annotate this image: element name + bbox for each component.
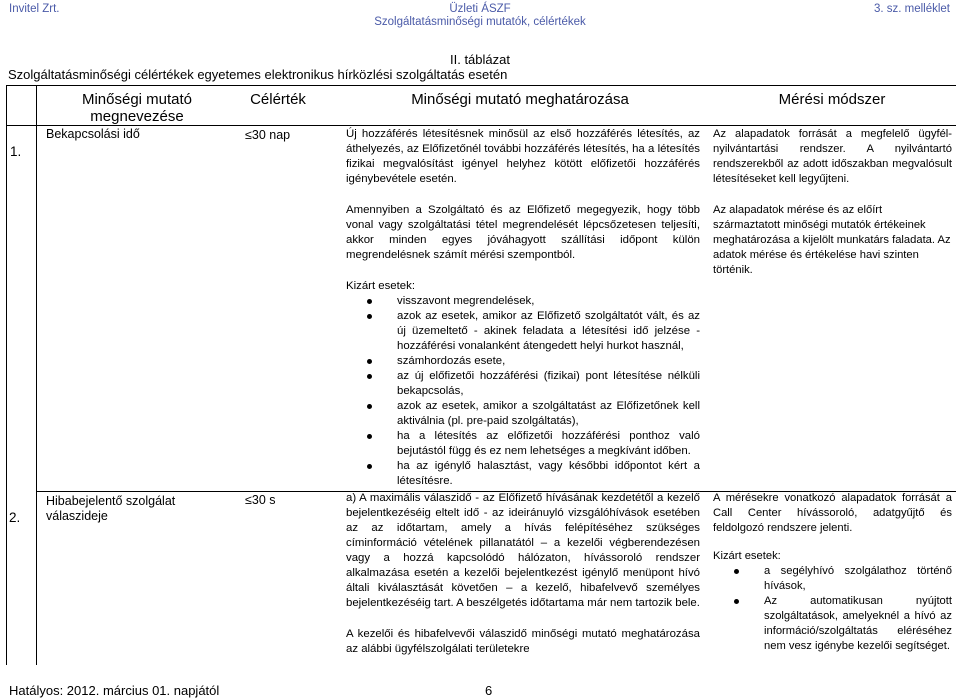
table-title: II. táblázat (450, 52, 510, 67)
header-company: Invitel Zrt. (9, 3, 60, 15)
row2-target (245, 493, 276, 507)
list-item: visszavont megrendelések, (346, 294, 700, 309)
header-annex: 3. sz. melléklet (873, 3, 950, 15)
row1-method-paragraph-1: Az alapadatok forrását a megfelelő ügyfél-nyilvántartási rendszer. A nyilvántartó rendszerekből az adott időszakban megvalósult létesítéseket kell legyűjteni. (713, 128, 952, 185)
list-item: ha az igénylő halasztást, vagy későbbi időpontot kért a létesítésre. (346, 459, 700, 489)
column-header-definition: Minőségi mutató meghatározása (411, 91, 629, 108)
column-header-method: Mérési módszer (778, 91, 886, 108)
row2-method (713, 491, 952, 654)
column-divider-number (36, 85, 37, 665)
row1-target-value: 30 nap (251, 128, 291, 142)
footer-effective-date: Hatályos: 2012. március 01. napjától (9, 683, 220, 698)
header-title-line1: Üzleti ÁSZF (449, 3, 511, 15)
row1-excluded-title: Kizárt esetek: (346, 280, 416, 292)
table-subtitle: Szolgáltatásminőségi célértékek egyetemes elektronikus hírközlési szolgáltatás esetén (8, 67, 508, 82)
row1-definition-paragraph-1: Új hozzáférés létesítésnek minősül az első hozzáférés létesítés, az áthelyezés, az Előfizetőnél további hozzáférés létesítés, ha a létesítés fizikai megvalósítást igényel helyhez kötött előfizetői hozzáférés igénybevétele esetén. (346, 128, 700, 185)
row2-target-value: 30 s (251, 493, 276, 507)
row1-indicator-name: Bekapcsolási idő (46, 127, 140, 141)
header-document-title (0, 3, 960, 29)
less-or-equal-symbol: ≤ (245, 493, 252, 507)
row1-target (245, 128, 290, 142)
header-title-line2: Szolgáltatásminőségi mutatók, célértékek (374, 16, 586, 28)
row2-definition-paragraph-1: a) A maximális válaszidő - az Előfizető hívásának kezdetétől a kezelő bejelentkezéséig eltelt idő - az ideiránuyló vizsgálóhívások esetében az az időtartam, amely a hívás felépítéséhez szükséges címinformáció vételének pillanatától – a kezelői végberendezésen vagy a hozzá kapcsolódó hálózaton, hívássoroló rendszer alkalmazása esetén a kezelői bejelentkezést igénylő menüpont hívó általi kiválasztását követően – a kezelő, hibafelvevő személyes bejelentkezéséig tart. A beszélgetés időtartama már nem tartozik bele. (346, 492, 700, 609)
column-header-target: Célérték (250, 91, 306, 108)
row1-definition (346, 127, 700, 489)
row2-excluded-list (713, 564, 952, 654)
row1-definition-paragraph-2: Amennyiben a Szolgáltató és az Előfizető megegyezik, hogy több vonal vagy szolgáltatási tétel megrendelését lépcsőzetesen teljesíti, akkor minden egyes jóváhagyott szállítási időpont külön megrendelésnek számít mérési szempontból. (346, 204, 700, 261)
list-item: a segélyhívó szolgálathoz történő hívások, (713, 564, 952, 594)
row2-definition (346, 491, 700, 657)
less-or-equal-symbol: ≤ (245, 128, 252, 142)
table-border-left (6, 85, 7, 665)
list-item: azok az esetek, amikor a szolgáltatást az Előfizetőnek kell aktiválnia (pl. pre-paid szolgáltatás), (346, 399, 700, 429)
row2-indicator-name: Hibabejelentő szolgálat válaszideje (46, 494, 176, 523)
row2-definition-paragraph-2: A kezelői és hibafelvevői válaszidő minőségi mutató meghatározása az alábbi ügyfélszolgálati területekre (346, 628, 700, 655)
row2-excluded-title: Kizárt esetek: (713, 550, 781, 562)
row1-method (713, 127, 952, 278)
table-border-top (6, 85, 956, 86)
list-item: számhordozás esete, (346, 354, 700, 369)
column-header-indicator-name: Minőségi mutató megnevezése (81, 91, 193, 125)
header-separator (6, 125, 956, 126)
list-item: ha a létesítés az előfizetői hozzáférési ponthoz való bejutástól függ és ez nem lehetséges a megkívánt időben. (346, 429, 700, 459)
list-item: Az automatikusan nyújtott szolgáltatások, amelyeknél a hívó az információ/szolgáltatás eléréséhez nem vesz igénybe kezelői segítséget. (713, 594, 952, 654)
row2-number: 2. (9, 510, 21, 525)
row2-method-paragraph-1: A mérésekre vonatkozó alapadatok forrását a Call Center hívássoroló, adatgyűjtő és feldolgozó rendszere jelenti. (713, 492, 952, 534)
row1-excluded-list (346, 294, 700, 489)
row1-method-paragraph-2: Az alapadatok mérése és az előírt származtatott minőségi mutatók értékeinek meghatározása a kijelölt munkatárs faladata. Az adatok mérése és értékelése havi szinten történik. (713, 204, 951, 276)
footer-page-number: 6 (485, 683, 493, 698)
row1-number: 1. (10, 144, 22, 159)
list-item: az új előfizetői hozzáférési (fizikai) pont létesítése nélküli bekapcsolás, (346, 369, 700, 399)
list-item: azok az esetek, amikor az Előfizető szolgáltatót vált, és az új üzemeltető - akinek feladata a létesítési idő jelzése - hozzáférési vonalanként átengedett helyi hurkot használ, (346, 309, 700, 354)
